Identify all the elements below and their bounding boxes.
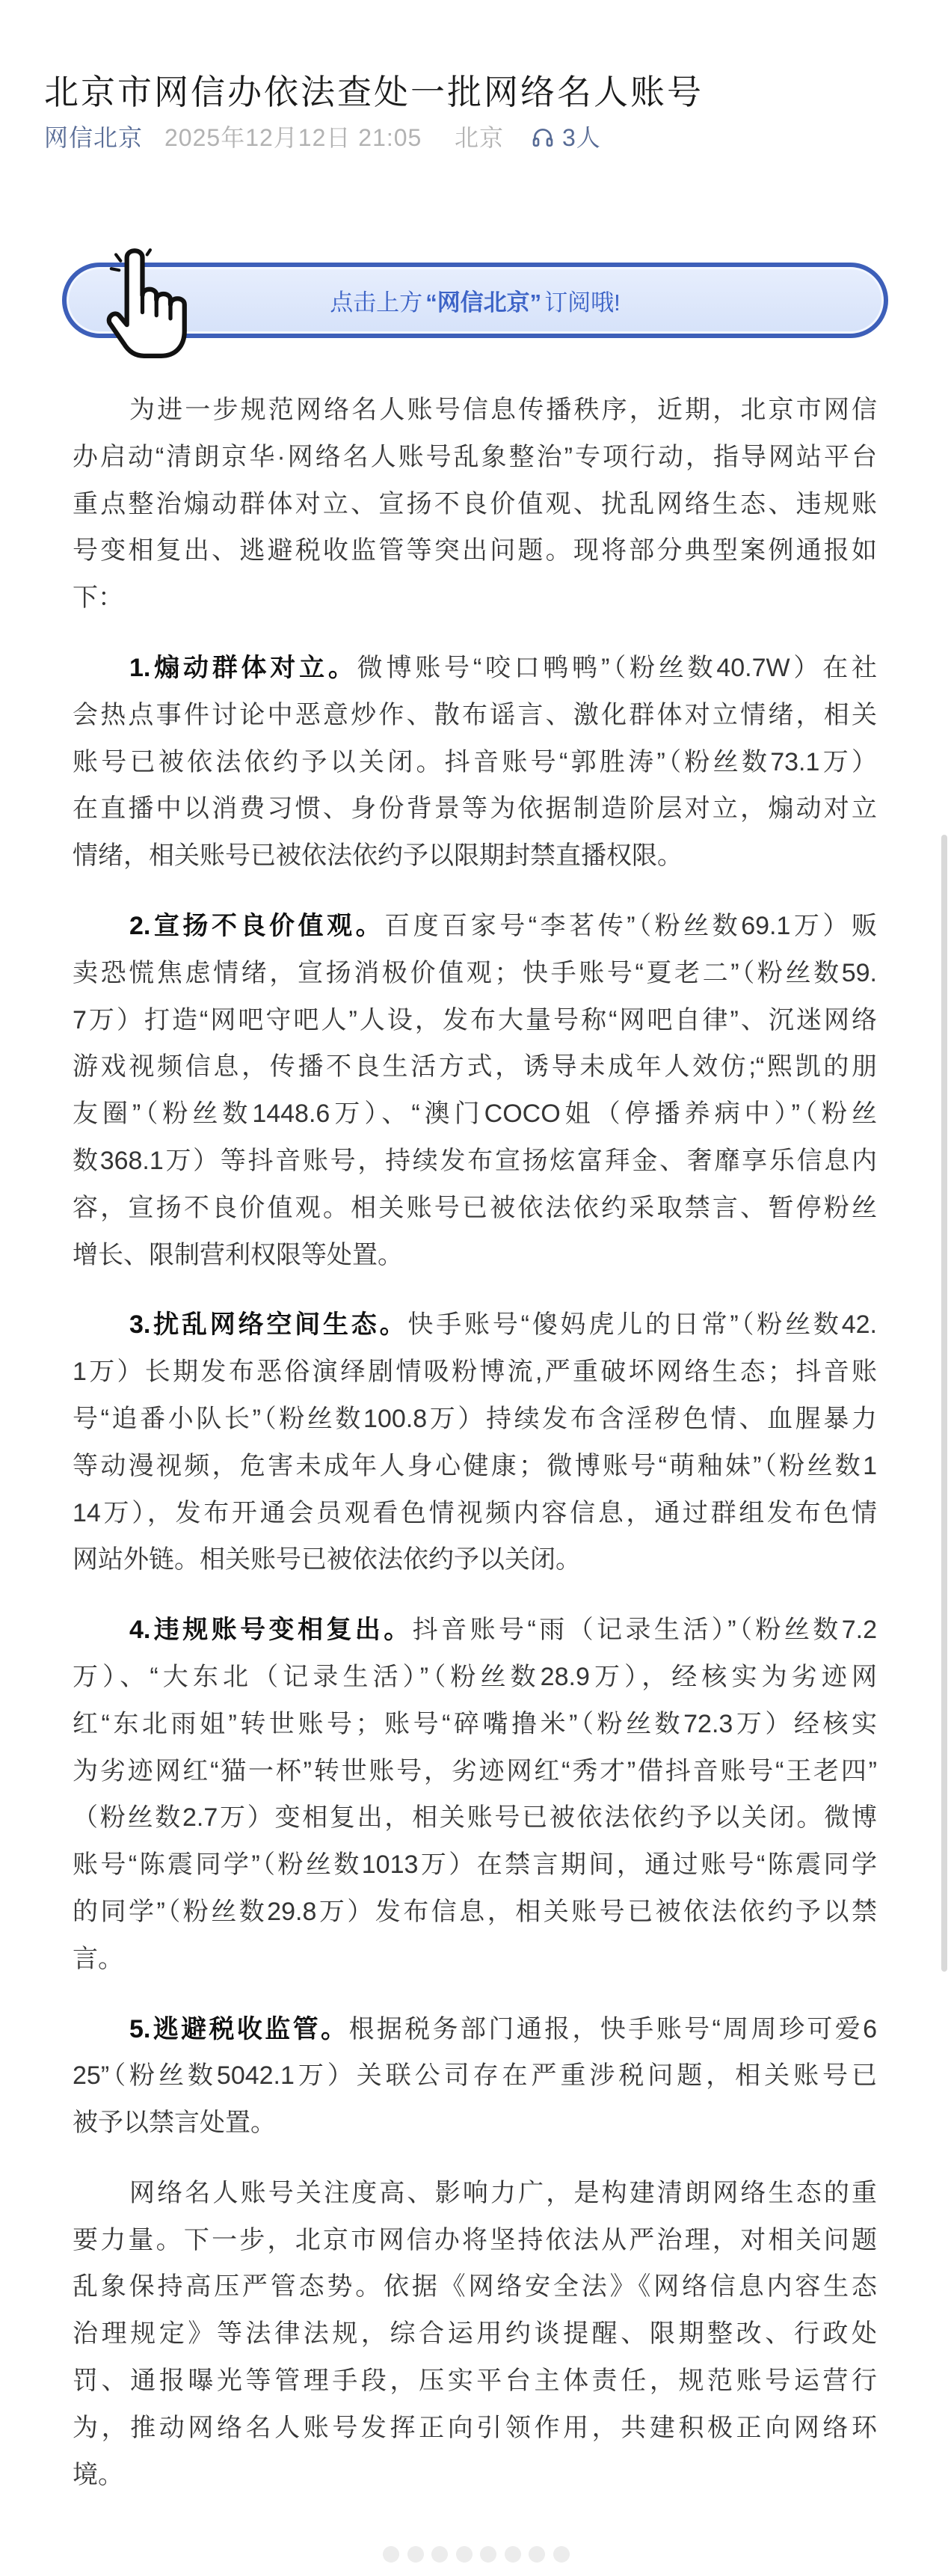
paragraph-line (73, 2310, 877, 2358)
page-indicator-dots (383, 2546, 570, 2563)
case-heading: 2.宣扬不良价值观。 (129, 911, 385, 940)
paragraph-line (73, 481, 877, 528)
line-text: 乱象保持高压严管态势。依据《网络安全法》《网络信息内容生态 (73, 2272, 877, 2301)
article-paragraph (73, 1301, 877, 1583)
line-text: 数368.1万）等抖音账号，持续发布宣扬炫富拜金、奢靡享乐信息内 (73, 1146, 877, 1175)
paragraph-line (73, 2217, 877, 2264)
article-paragraph (73, 903, 877, 1278)
paragraph-line (73, 2170, 877, 2217)
line-text: 25”（粉丝数5042.1万）关联公司存在严重涉税问题，相关账号已 (73, 2061, 877, 2091)
headphones-icon (531, 126, 555, 150)
banner-prefix: 点击上方 (330, 289, 423, 316)
line-text: 号变相复出、逃避税收监管等突出问题。现将部分典型案例通报如 (73, 536, 877, 565)
paragraph-line (73, 1043, 877, 1091)
article-paragraph (73, 387, 877, 622)
paragraph-line (73, 903, 877, 950)
vertical-scrollbar[interactable] (941, 835, 947, 1972)
line-text: 情绪，相关账号已被依法依约予以限期封禁直播权限。 (73, 841, 683, 871)
indicator-dot (456, 2546, 473, 2563)
line-text: 账号“陈震同学”（粉丝数1013万）在禁言期间，通过账号“陈震同学 (73, 1850, 877, 1880)
paragraph-line (73, 387, 877, 434)
article-paragraph (73, 645, 877, 880)
line-text: 友圈”（粉丝数1448.6万）、“澳门COCO姐（停播养病中）”（粉丝 (73, 1100, 877, 1129)
line-text: 办启动“清朗京华·网络名人账号乱象整治”专项行动，指导网站平台 (73, 442, 877, 471)
banner-account-highlight: “网信北京” (425, 289, 542, 316)
article-body (73, 387, 877, 2521)
article-paragraph (73, 2006, 877, 2147)
line-text: 增长、限制营利权限等处置。 (73, 1240, 403, 1269)
paragraph-line (73, 1794, 877, 1841)
line-text: 微博账号“咬口鸭鸭”（粉丝数40.7W）在社 (357, 653, 877, 682)
paragraph-line (73, 1701, 877, 1748)
line-text: 罚、通报曝光等管理手段，压实平台主体责任，规范账号运营行 (73, 2367, 877, 2396)
line-text: 号“追番小队长”（粉丝数100.8万）持续发布含淫秽色情、血腥暴力 (73, 1404, 877, 1433)
paragraph-line (73, 832, 877, 880)
paragraph-line (73, 739, 877, 786)
paragraph-line (73, 1301, 877, 1349)
paragraph-line (73, 2358, 877, 2405)
line-text: 为劣迹网红“猫一杯”转世账号，劣迹网红“秀才”借抖音账号“王老四” (73, 1756, 877, 1785)
line-text: 1万）长期发布恶俗演绎剧情吸粉博流,严重破坏网络生态；抖音账 (73, 1358, 877, 1387)
indicator-dot (480, 2546, 496, 2563)
paragraph-line (73, 1396, 877, 1443)
paragraph-line (73, 1889, 877, 1936)
account-name-link[interactable]: 网信北京 (44, 124, 144, 151)
case-heading: 1.煽动群体对立。 (129, 653, 357, 682)
hand-pointer-icon (103, 247, 200, 359)
line-text: 游戏视频信息，传播不良生活方式，诱导未成年人效仿;“熙凯的朋 (73, 1052, 877, 1082)
article-paragraph (73, 1607, 877, 1982)
line-text: 重点整治煽动群体对立、宣扬不良价值观、扰乱网络生态、违规账 (73, 489, 877, 518)
line-text: 要力量。下一步，北京市网信办将坚持依法从严治理，对相关问题 (73, 2225, 877, 2254)
paragraph-line (73, 692, 877, 739)
paragraph-line (73, 2100, 877, 2147)
paragraph-line (73, 1654, 877, 1701)
case-heading: 5.逃避税收监管。 (129, 2014, 349, 2043)
line-text: （粉丝数2.7万）变相复出，相关账号已被依法依约予以关闭。微博 (73, 1803, 877, 1833)
line-text: 网络名人账号关注度高、影响力广，是构建清朗网络生态的重 (129, 2178, 877, 2207)
paragraph-line (73, 2452, 877, 2499)
paragraph-line (73, 2052, 877, 2100)
paragraph-line (73, 1349, 877, 1396)
line-text: 14万），发布开通会员观看色情视频内容信息，通过群组发布色情 (73, 1498, 877, 1527)
paragraph-line (73, 997, 877, 1044)
line-text: 网站外链。相关账号已被依法依约予以关闭。 (73, 1545, 581, 1574)
paragraph-line (73, 527, 877, 574)
paragraph-line (73, 785, 877, 832)
line-text: 账号已被依法依约予以关闭。抖音账号“郭胜涛”（粉丝数73.1万） (73, 747, 877, 776)
paragraph-line (73, 1607, 877, 1654)
line-text: 快手账号“傻妈虎儿的日常”（粉丝数42. (407, 1310, 877, 1340)
paragraph-line (73, 2405, 877, 2452)
paragraph-line (73, 1536, 877, 1583)
paragraph-line (73, 645, 877, 692)
article-title: 北京市网信办依法查处一批网络名人账号 (44, 72, 704, 111)
indicator-dot (529, 2546, 545, 2563)
line-text: 万）、“大东北（记录生活）”（粉丝数28.9万），经核实为劣迹网 (73, 1662, 877, 1691)
line-text: 卖恐慌焦虑情绪，宣扬消极价值观；快手账号“夏老二”（粉丝数59. (73, 958, 877, 987)
indicator-dot (431, 2546, 448, 2563)
line-text: 为进一步规范网络名人账号信息传播秩序，近期，北京市网信 (129, 396, 877, 424)
paragraph-line (73, 2263, 877, 2310)
line-text: 言。 (73, 1944, 123, 1973)
line-text: 容，宣扬不良价值观。相关账号已被依法依约采取禁言、暂停粉丝 (73, 1193, 877, 1222)
line-text: 下： (73, 583, 123, 613)
case-heading: 3.扰乱网络空间生态。 (129, 1310, 408, 1340)
paragraph-line (73, 1138, 877, 1185)
listener-count: 3人 (562, 124, 601, 151)
line-text: 被予以禁言处置。 (73, 2109, 276, 2138)
paragraph-line (73, 1443, 877, 1490)
line-text: 7万）打造“网吧守吧人”人设，发布大量号称“网吧自律”、沉迷网络 (73, 1005, 877, 1034)
line-text: 治理规定》等法律法规，综合运用约谈提醒、限期整改、行政处 (73, 2319, 877, 2349)
paragraph-line (73, 1841, 877, 1889)
paragraph-line (73, 950, 877, 997)
line-text: 百度百家号“李茗传”（粉丝数69.1万）贩 (384, 911, 877, 940)
line-text: 的同学”（粉丝数29.8万）发布信息，相关账号已被依法依约予以禁 (73, 1897, 877, 1926)
line-text: 等动漫视频，危害未成年人身心健康；微博账号“萌釉妹”（粉丝数1 (73, 1451, 877, 1480)
line-text: 在直播中以消费习惯、身份背景等为依据制造阶层对立，煽动对立 (73, 794, 877, 824)
paragraph-line (73, 1936, 877, 1983)
line-text: 红“东北雨姐”转世账号；账号“碎嘴撸米”（粉丝数72.3万）经核实 (73, 1709, 877, 1738)
publish-datetime: 2025年12月12日 21:05 (164, 124, 422, 151)
article-paragraph (73, 2170, 877, 2499)
publish-location: 北京 (455, 124, 505, 151)
line-text: 为，推动网络名人账号发挥正向引领作用，共建积极正向网络环 (73, 2413, 877, 2442)
paragraph-line (73, 1748, 877, 1795)
paragraph-line (73, 434, 877, 481)
paragraph-line (73, 2006, 877, 2053)
indicator-dot (383, 2546, 399, 2563)
banner-suffix: 订阅哦! (544, 289, 621, 316)
line-text: 会热点事件讨论中恶意炒作、散布谣言、激化群体对立情绪，相关 (73, 700, 877, 729)
paragraph-line (73, 1185, 877, 1232)
paragraph-line (73, 1091, 877, 1138)
indicator-dot (505, 2546, 521, 2563)
paragraph-line (73, 1232, 877, 1279)
line-text: 抖音账号“雨（记录生活）”（粉丝数7.2 (412, 1616, 877, 1645)
case-heading: 4.违规账号变相复出。 (129, 1616, 413, 1645)
line-text: 根据税务部门通报，快手账号“周周珍可爱6 (348, 2014, 877, 2043)
line-text: 境。 (73, 2460, 123, 2489)
paragraph-line (73, 1490, 877, 1537)
indicator-dot (407, 2546, 424, 2563)
paragraph-line (73, 574, 877, 622)
indicator-dot (553, 2546, 570, 2563)
